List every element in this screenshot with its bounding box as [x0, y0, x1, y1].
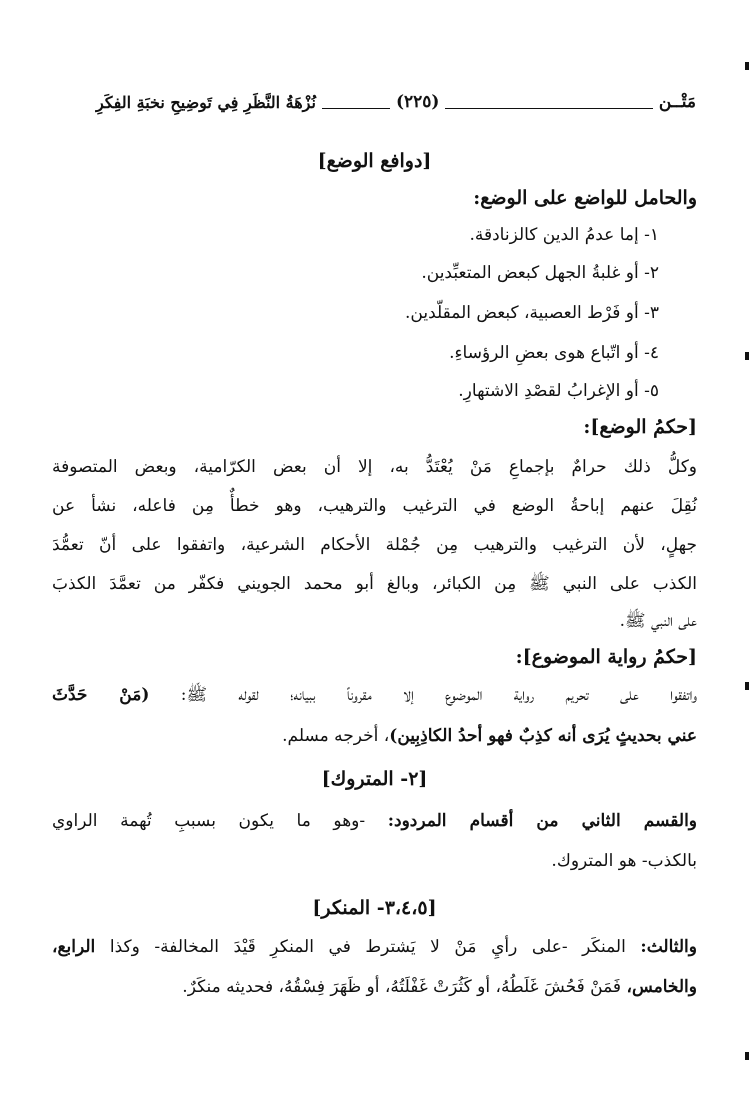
munkar-heading: [٣،٤،٥- المنكر] — [312, 897, 437, 919]
narration-text: واتفقوا على تحريم رواية الموضوع إلا مقروناً ببيانه؛ لقوله ﷺ: — [149, 685, 698, 705]
motives-intro: والحامل للواضع على الوضع: — [473, 187, 697, 209]
narration-heading: [حكمُ رواية الموضوع]: — [515, 646, 697, 668]
hadith-quote-end: عني بحديثٍ يُرَى أنه كذِبٌ فهو أحدُ الكاذِبِين) — [389, 726, 697, 746]
munkar-lead: والثالث: — [640, 937, 697, 957]
paragraph-line — [52, 806, 697, 836]
paragraph-line — [52, 680, 697, 710]
munkar-text-2: فَمَنْ فَحُشَ غَلَطُهُ، أو كَثُرَتْ غَفْلَتُهُ، أو ظَهَرَ فِسْقُهُ، فحديثه منكَرٌ. — [182, 977, 627, 997]
paragraph-line — [282, 721, 697, 751]
paragraph-line — [182, 972, 697, 1002]
list-item: ٢- أو غلبةُ الجهل كبعض المتعبِّدين. — [421, 263, 659, 283]
section-label: مَتْــن — [658, 92, 696, 112]
book-title: نُزْهَةُ النَّظَرِ فِي تَوضِيحِ نخبَةِ الفِكَرِ — [96, 92, 316, 112]
scan-edge-mark — [745, 62, 749, 70]
matruk-text: -وهو ما يكون بسببِ تُهمة الراوي — [52, 811, 388, 831]
paragraph-line: نُقِلَ عنهم إباحةُ الوضع في الترغيب والترهيب، وهو خطأٌ مِن فاعله، نشأ عن — [52, 496, 697, 516]
scan-edge-mark — [745, 352, 749, 360]
list-item: ٥- أو الإغرابُ لقصْدِ الاشتهارِ. — [458, 381, 659, 401]
list-item: ٣- أو فَرْط العصبية، كبعض المقلّدين. — [405, 303, 659, 323]
narration-source: ، أخرجه مسلم. — [282, 726, 390, 746]
ruling-heading: [حكمُ الوضع]: — [583, 416, 697, 438]
hadith-quote-start: (مَنْ حَدَّثَ — [52, 685, 150, 705]
matruk-lead: والقسم الثاني من أقسام المردود: — [387, 811, 698, 831]
running-header — [96, 84, 696, 120]
paragraph-line: الكذب على النبي ﷺ مِن الكبائر، وبالغ أبو محمد الجويني فكفّر من تعمَّدَ الكذبَ — [52, 574, 697, 594]
paragraph-line — [52, 932, 697, 962]
header-rule-left — [322, 96, 390, 109]
matruk-heading: [٢- المتروك] — [321, 768, 428, 790]
munkar-fifth: والخامس، — [626, 977, 697, 997]
header-rule-right — [445, 96, 652, 109]
scan-edge-mark — [745, 1052, 749, 1060]
motives-heading: [دوافع الوضع] — [317, 150, 432, 172]
paragraph-line: جهلٍ، لأن الترغيب والترهيب مِن جُمْلة الأحكام الشرعية، واتفقوا على أنّ تعمُّدَ — [52, 535, 697, 555]
list-item: ١- إما عدمُ الدين كالزنادقة. — [469, 225, 659, 245]
paragraph-line: على النبي ﷺ. — [619, 611, 697, 631]
paragraph-line: بالكذب- هو المتروك. — [551, 851, 697, 871]
page-number: (٢٢٥) — [395, 92, 440, 112]
munkar-fourth: الرابع، — [52, 937, 96, 957]
scan-edge-mark — [745, 682, 749, 690]
list-item: ٤- أو اتّباع هوى بعضِ الرؤساءِ. — [449, 343, 659, 363]
paragraph-line: وكلُّ ذلك حرامٌ بإجماعِ مَنْ يُعْتَدُّ به، إلا أن بعض الكرّامية، وبعض المتصوفة — [52, 457, 697, 477]
munkar-text: المنكَر -على رأيِ مَنْ لا يَشترط في المنكرِ قَيْدَ المخالفة- وكذا — [95, 937, 641, 957]
